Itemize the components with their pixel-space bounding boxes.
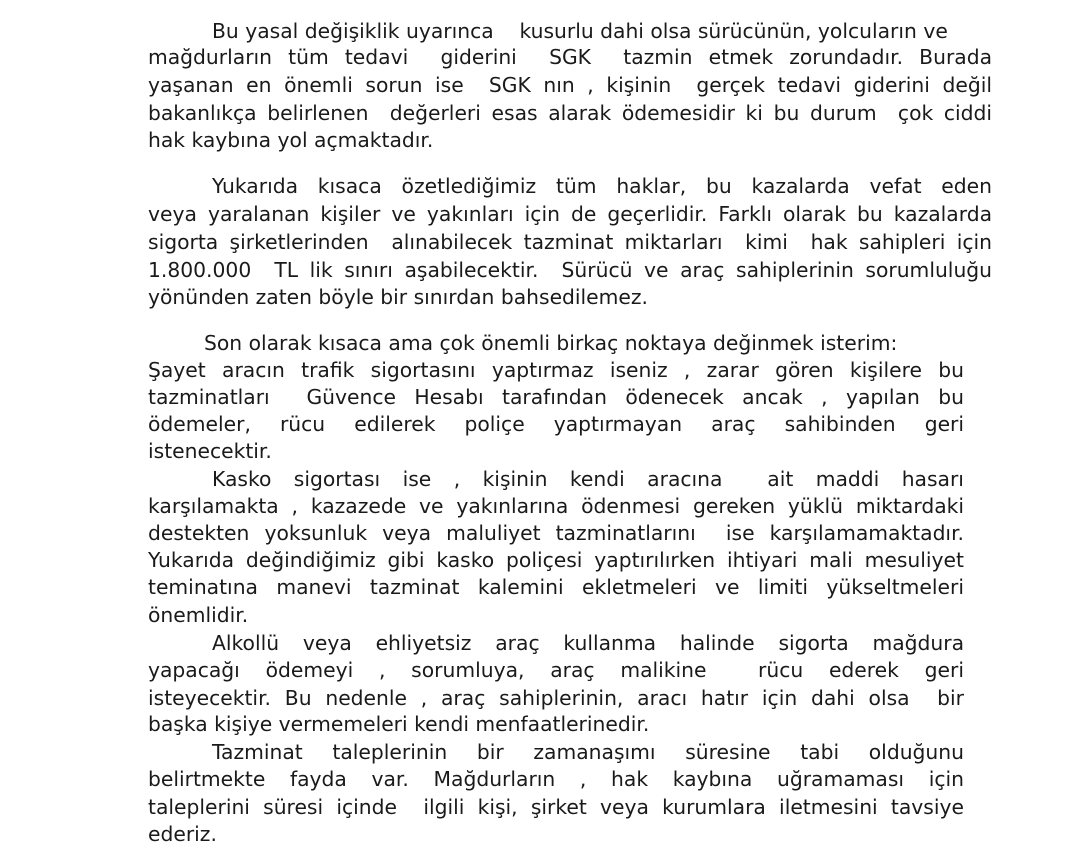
text-line: hak kaybına yol açmaktadır. xyxy=(148,128,434,152)
text-line: ederiz. xyxy=(148,822,217,846)
text-line: Yukarıda değindiğimiz gibi kasko poliçesi yaptırılırken ihtiyari mali mesuliyet xyxy=(148,548,964,572)
text-line: karşılamakta , kazazede ve yakınlarına ödenmesi gereken yüklü miktardaki xyxy=(148,494,965,518)
text-line: veya yaralanan kişiler ve yakınları için de geçerlidir. Farklı olarak bu kazalarda xyxy=(148,202,992,226)
text-line: önemlidir. xyxy=(148,603,249,627)
text-line: tazminatları Güvence Hesabı tarafından ödenecek ancak , yapılan bu xyxy=(148,385,964,409)
text-line: istenecektir. xyxy=(148,439,272,463)
text-line: bakanlıkça belirlenen değerleri esas alarak ödemesidir ki bu durum çok ciddi xyxy=(148,101,993,125)
text-line: belirtmekte fayda var. Mağdurların , hak kaybına uğramaması için xyxy=(148,767,964,791)
text-line: Bu yasal değişiklik uyarınca kusurlu dahi olsa sürücünün, yolcuların ve xyxy=(212,19,948,43)
text-line: isteyecektir. Bu nedenle , araç sahiplerinin, aracı hatır için dahi olsa bir xyxy=(148,686,965,710)
text-line: 1.800.000 TL lik sınırı aşabilecektir. Sürücü ve araç sahiplerinin sorumluluğu xyxy=(148,258,993,282)
text-line: taleplerini süresi içinde ilgili kişi, şirket veya kurumlara iletmesini tavsiye xyxy=(148,795,964,819)
text-line: yaşanan en önemli sorun ise SGK nın , kişinin gerçek tedavi giderini değil xyxy=(148,73,992,97)
text-line: ödemeler, rücu edilerek poliçe yaptırmayan araç sahibinden geri xyxy=(148,412,965,436)
text-line: mağdurların tüm tedavi giderini SGK tazmin etmek zorundadır. Burada xyxy=(148,45,993,69)
text-line: sigorta şirketlerinden alınabilecek tazminat miktarları kimi hak sahipleri için xyxy=(148,230,992,254)
text-line: başka kişiye vermemeleri kendi menfaatlerinedir. xyxy=(148,712,650,736)
text-line: teminatına manevi tazminat kalemini ekletmeleri ve limiti yükseltmeleri xyxy=(148,575,964,599)
text-line: yönünden zaten böyle bir sınırdan bahsedilemez. xyxy=(148,285,648,309)
text-line: Alkollü veya ehliyetsiz araç kullanma halinde sigorta mağdura xyxy=(212,631,965,655)
text-line: destekten yoksunluk veya maluliyet tazminatlarını ise karşılamamaktadır. xyxy=(148,521,964,545)
text-line: Kasko sigortası ise , kişinin kendi aracına ait maddi hasarı xyxy=(212,467,964,491)
text-line: yapacağı ödemeyi , sorumluya, araç malikine rücu ederek geri xyxy=(148,658,964,682)
text-line: Son olarak kısaca ama çok önemli birkaç noktaya değinmek isterim: xyxy=(204,331,898,355)
text-line: Yukarıda kısaca özetlediğimiz tüm haklar, bu kazalarda vefat eden xyxy=(212,174,992,198)
text-line: Şayet aracın trafik sigortasını yaptırmaz iseniz , zarar gören kişilere bu xyxy=(148,358,965,382)
text-line: Tazminat taleplerinin bir zamanaşımı süresine tabi olduğunu xyxy=(212,740,964,764)
